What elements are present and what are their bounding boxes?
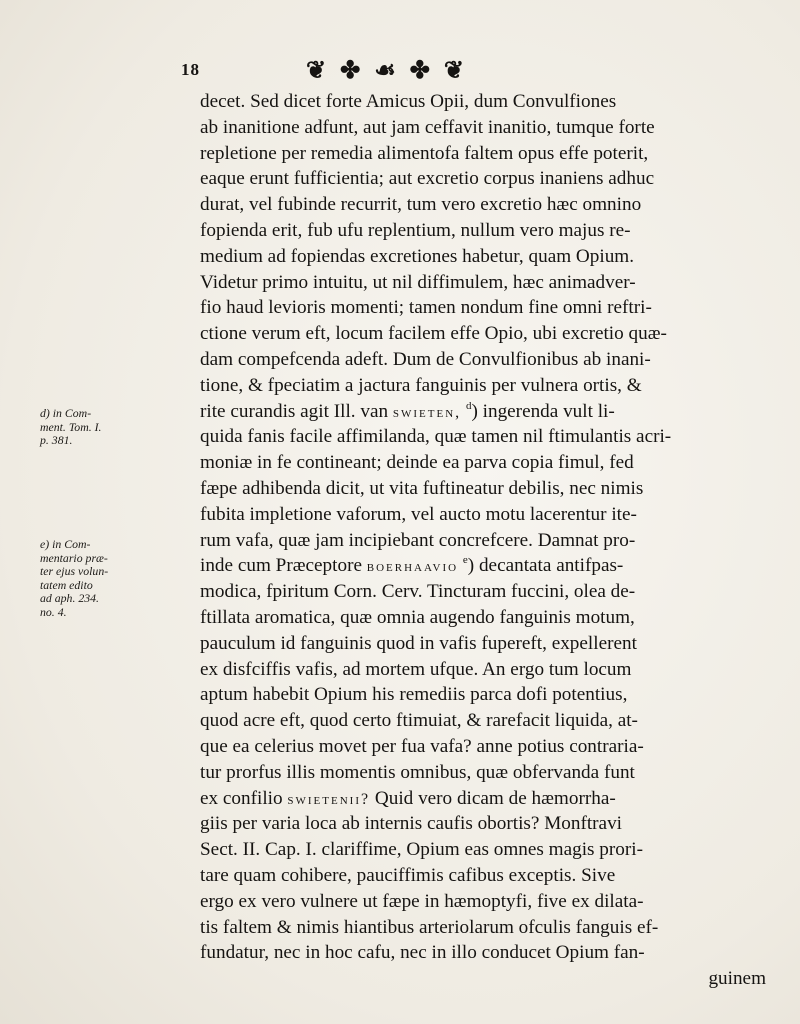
text-segment: ) decantata antifpas- <box>467 555 624 577</box>
text-segment: rite curandis agit Ill. van <box>200 400 389 422</box>
text-segment: ) ingerenda vult li- <box>471 400 615 422</box>
text-line: modica, fpiritum Corn. Cerv. Tincturam fuccini, olea de- <box>200 581 636 603</box>
margin-note-line: tatem edito <box>40 577 93 592</box>
text-line-with-reference <box>200 553 794 579</box>
text-line: fundatur, nec in hoc cafu, nec in illo conducet Opium fan- <box>200 942 645 964</box>
margin-note-d <box>40 407 190 448</box>
text-line: ctione verum eft, locum facilem effe Opio, ubi excretio quæ- <box>200 323 667 345</box>
footnote-ref-e: e <box>462 554 468 567</box>
margin-note-line: p. 381. <box>40 433 73 447</box>
text-line: quod acre eft, quod certo ftimuiat, & rarefacit liquida, at- <box>200 710 638 732</box>
catchword: guinem <box>708 968 766 990</box>
text-line: fopienda erit, fub ufu replentium, nullum vero majus re- <box>200 219 631 241</box>
text-line: moniæ in fe contineant; deinde ea parva copia fimul, fed <box>200 452 634 474</box>
text-line: quida fanis facile affimilanda, quæ tamen nil ftimulantis acri- <box>200 426 672 448</box>
text-line: aptum habebit Opium his remediis parca dofi potentius, <box>200 684 628 706</box>
text-line: fæpe adhibenda dicit, ut vita fuftineatur debilis, nec nimis <box>200 477 644 499</box>
text-segment: inde cum Præceptore <box>200 555 362 577</box>
text-line: ergo ex vero vulnere ut fæpe in hæmoptyfi, five ex dilata- <box>200 890 644 912</box>
text-line: repletione per remedia alimentofa faltem opus effe poterit, <box>200 142 649 164</box>
page-header <box>0 56 800 90</box>
author-name-swietenii: swietenii? <box>287 790 371 808</box>
text-line: tione, & fpeciatim a jactura fanguinis per vulnera ortis, & <box>200 374 642 396</box>
page-number: 18 <box>181 60 200 79</box>
text-line: medium ad fopiendas excretiones habetur, quam Opium. <box>200 245 635 267</box>
text-line: fio haud levioris momenti; tamen nondum fine omni reftri- <box>200 297 652 319</box>
text-line: tare quam cohibere, pauciffimis cafibus exceptis. Sive <box>200 864 616 886</box>
text-line-with-reference <box>200 786 794 812</box>
text-line: ftillata aromatica, quæ omnia augendo fanguinis motum, <box>200 606 635 628</box>
text-line: durat, vel fubinde recurrit, tum vero excretio hæc omnino <box>200 194 642 216</box>
text-line: ex disfciffis vafis, ad mortem ufque. An ergo tum locum <box>200 658 632 680</box>
margin-note-line: ter ejus volun- <box>40 564 109 578</box>
margin-note-line: e) in Com- <box>40 537 91 551</box>
text-line: decet. Sed dicet forte Amicus Opii, dum Convulfiones <box>200 91 617 112</box>
text-line: Videtur primo intuitu, ut nil diffimulem, hæc animadver- <box>200 271 636 293</box>
author-name-boerhaavio: boerhaavio <box>366 558 459 576</box>
text-line-with-reference <box>200 399 794 425</box>
text-line: giis per varia loca ab internis caufis obortis? Monftravi <box>200 813 622 835</box>
footnote-ref-d: d <box>465 399 472 412</box>
text-line: tis faltem & nimis hiantibus arteriolarum ofculis fanguis ef- <box>200 916 659 938</box>
text-line: Sect. II. Cap. I. clariffime, Opium eas omnes magis prori- <box>200 839 643 861</box>
text-line: que ea celerius movet per fua vafa? anne potius contraria- <box>200 735 644 757</box>
main-text-block <box>200 89 794 992</box>
text-segment: ex confilio <box>200 787 283 809</box>
margin-note-line: d) in Com- <box>40 406 92 420</box>
text-line: pauculum id fanguinis quod in vafis fupereft, expellerent <box>200 632 637 654</box>
margin-note-e <box>40 538 190 619</box>
margin-note-line: ment. Tom. I. <box>40 419 102 434</box>
text-line: ab inanitione adfunt, aut jam ceffavit inanitio, tumque forte <box>200 116 655 138</box>
author-name-swieten: swieten, <box>392 403 462 421</box>
text-line: tur prorfus illis momentis omnibus, quæ obfervanda funt <box>200 761 635 783</box>
text-line: rum vafa, quæ jam incipiebant concrefcere. Damnat pro- <box>200 529 636 551</box>
text-line: dam compefcenda adeft. Dum de Convulfionibus ab inani- <box>200 348 651 370</box>
margin-note-line: ad aph. 234. <box>40 591 99 605</box>
text-segment: Quid vero dicam de hæmorrha- <box>374 787 616 809</box>
margin-note-line: no. 4. <box>40 604 67 619</box>
printers-ornament: ❦ ✤ ☙ ✤ ❦ <box>306 58 468 84</box>
text-line: fubita impletione vaforum, vel aucto motu lacerentur ite- <box>200 503 637 525</box>
text-line: eaque erunt fufficientia; aut excretio corpus inaniens adhuc <box>200 168 655 190</box>
margin-note-line: mentario præ- <box>40 550 108 565</box>
